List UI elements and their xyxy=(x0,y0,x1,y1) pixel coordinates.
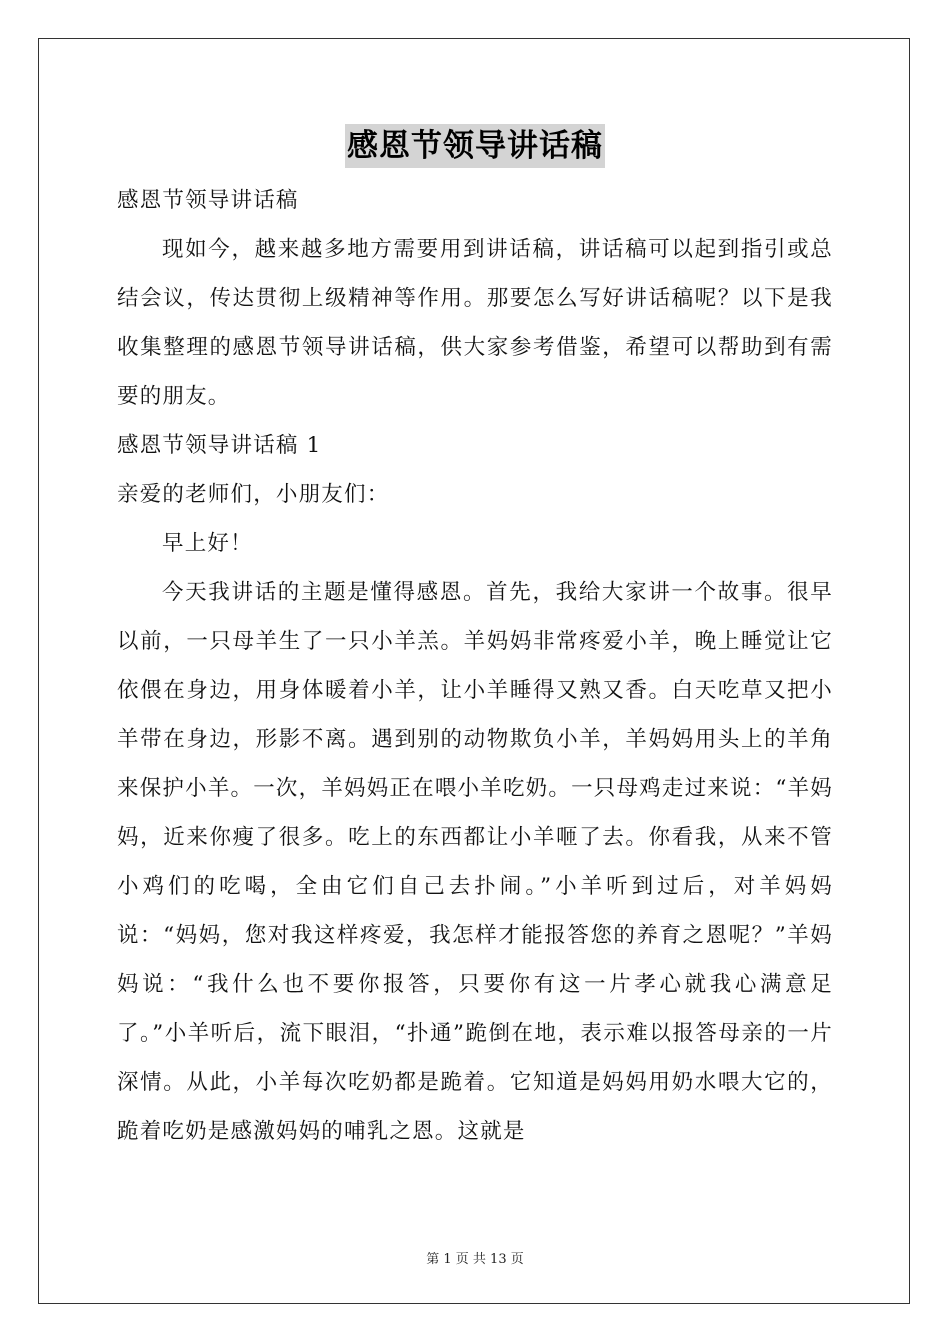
paragraph: 亲爱的老师们，小朋友们： xyxy=(117,482,390,507)
paragraph: 今天我讲话的主题是懂得感恩。首先，我给大家讲一个故事。很早以前，一只母羊生了一只小羊羔。羊妈妈非常疼爱小羊，晚上睡觉让它依偎在身边，用身体暖着小羊，让小羊睡得又熟又香。白天吃草又把小羊带在身边，形影不离。遇到别的动物欺负小羊，羊妈妈用头上的羊角来保护小羊。一次，羊妈妈正在喂小羊吃奶。一只母鸡走过来说：“羊妈妈，近来你瘦了很多。吃上的东西都让小羊咂了去。你看我，从来不管小鸡们的吃喝，全由它们自己去扑闹。”小羊听到过后，对羊妈妈说：“妈妈，您对我这样疼爱，我怎样才能报答您的养育之恩呢？”羊妈妈说：“我什么也不要你报答，只要你有这一片孝心就我心满意足了。”小羊听后，流下眼泪，“扑通”跪倒在地，表示难以报答母亲的一片深情。从此，小羊每次吃奶都是跪着。它知道是妈妈用奶水喂大它的，跪着吃奶是感激妈妈的哺乳之恩。这就是 xyxy=(117,580,833,1144)
document-title: 感恩节领导讲话稿 xyxy=(345,124,605,168)
paragraph: 感恩节领导讲话稿 xyxy=(117,188,299,213)
paragraph: 感恩节领导讲话稿 1 xyxy=(117,433,322,458)
title-container xyxy=(0,124,950,168)
document-body xyxy=(117,176,833,1156)
paragraph: 现如今，越来越多地方需要用到讲话稿，讲话稿可以起到指引或总结会议，传达贯彻上级精神等作用。那要怎么写好讲话稿呢？以下是我收集整理的感恩节领导讲话稿，供大家参考借鉴，希望可以帮助到有需要的朋友。 xyxy=(117,237,833,409)
paragraph: 早上好！ xyxy=(162,531,253,556)
page-footer: 第 1 页 共 13 页 xyxy=(426,1252,524,1267)
